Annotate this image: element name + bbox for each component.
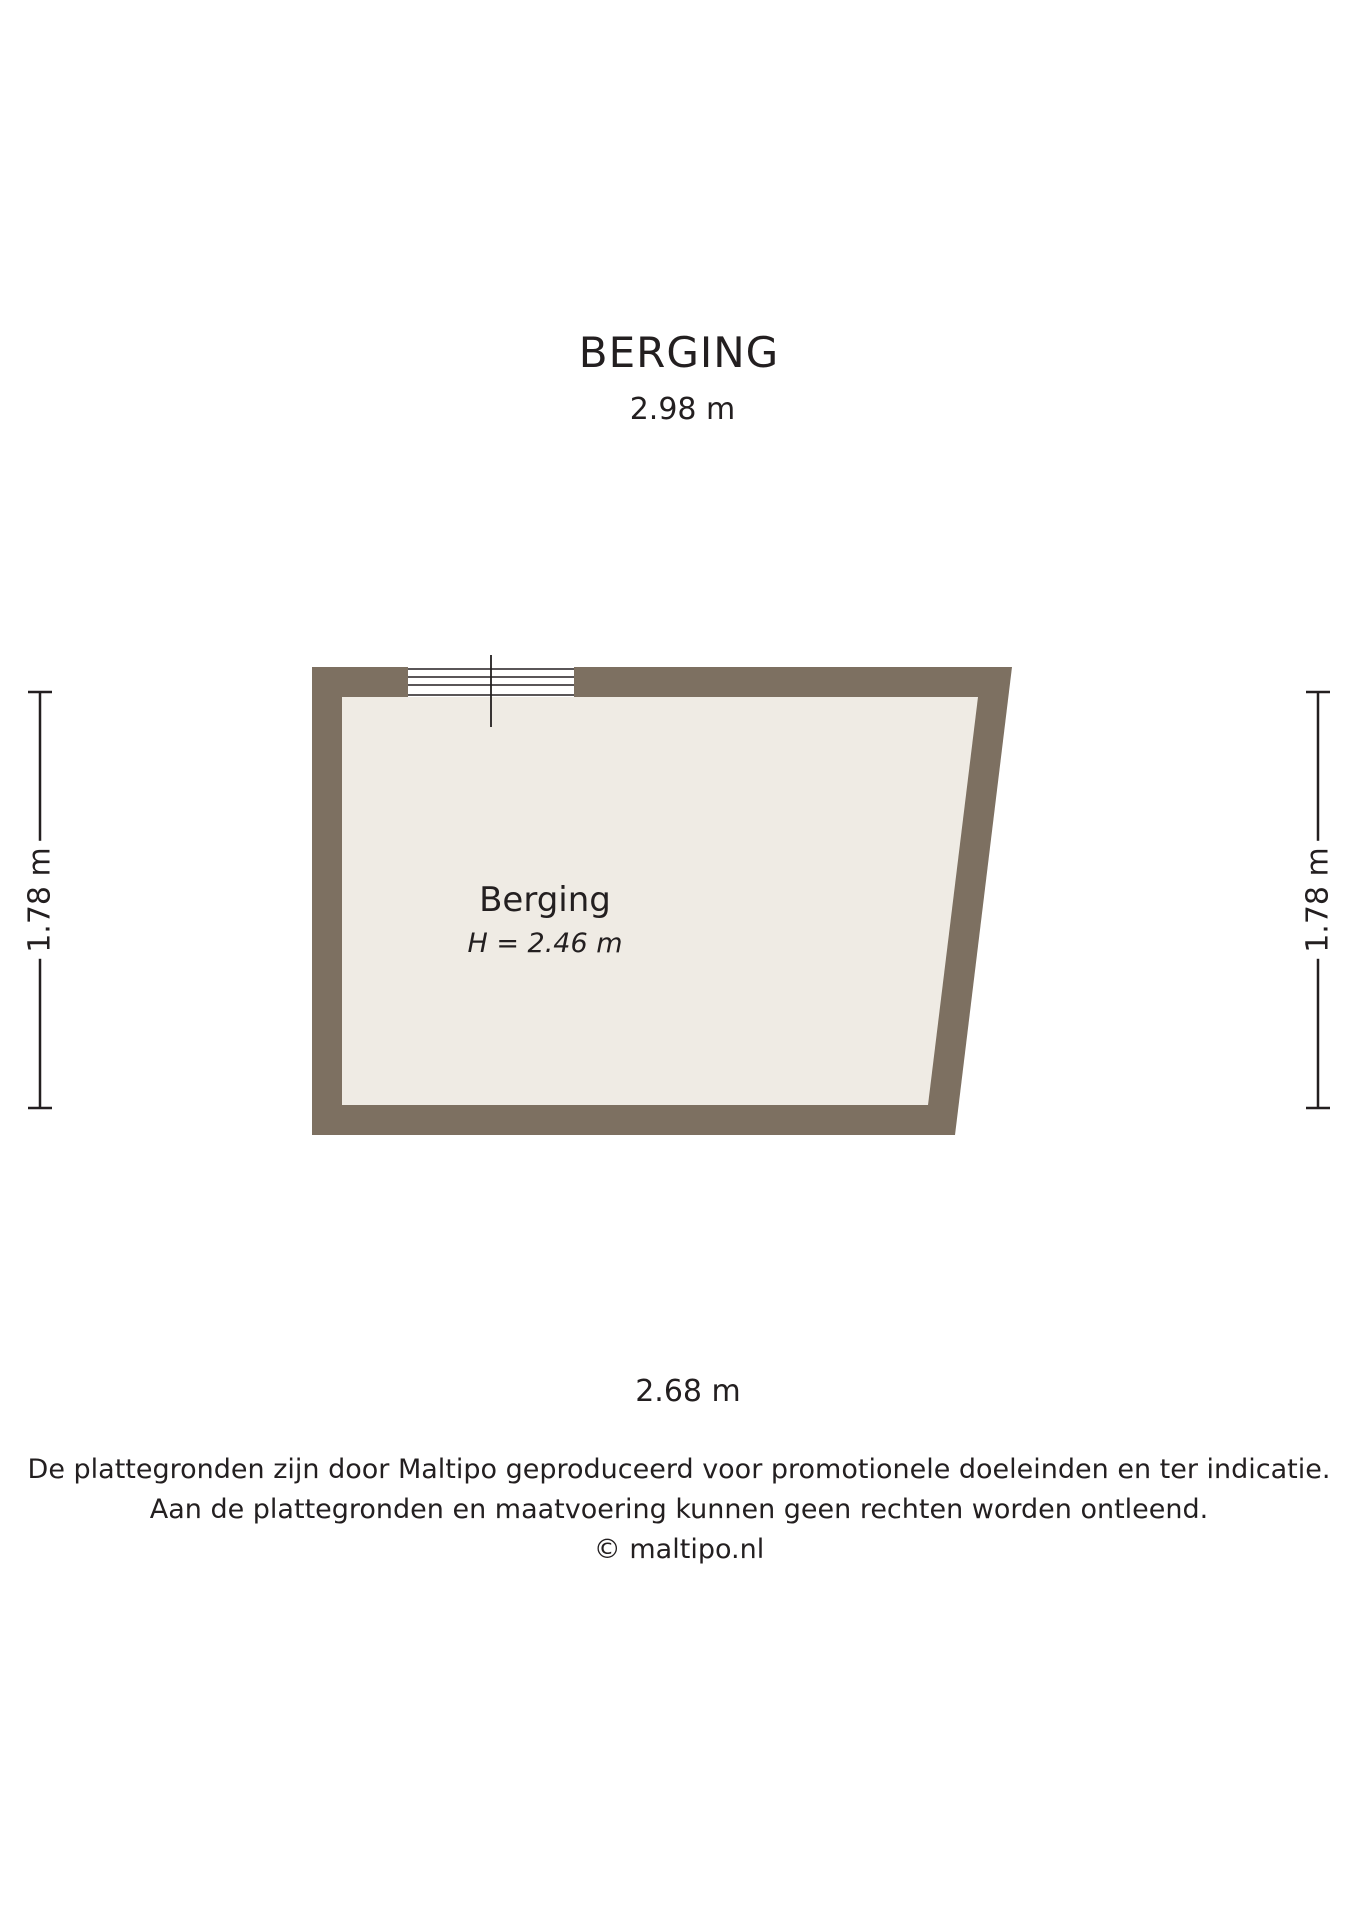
footer-line-2: Aan de plattegronden en maatvoering kunnen geen rechten worden ontleend. [149,1494,1209,1525]
dimension-top-label: 2.98 m [345,390,1020,430]
footer-disclaimer [0,1450,1358,1570]
room-height-label: H = 2.46 m [467,928,623,959]
dimension-right [1288,690,1348,1110]
dimension-bottom-label: 2.68 m [352,1372,1024,1412]
dimension-bottom [352,1372,1024,1412]
footer-copyright: © maltipo.nl [593,1534,765,1565]
dimension-right-label: 1.78 m [1299,841,1338,959]
footer-line-1: De plattegronden zijn door Maltipo geproduceerd voor promotionele doeleinden en ter indicatie. [27,1454,1331,1485]
room-name-label: Berging [479,880,611,920]
dimension-top [345,390,1020,430]
dimension-left [10,690,70,1110]
page-title: BERGING [578,328,780,377]
dimension-left-label: 1.78 m [21,841,60,959]
